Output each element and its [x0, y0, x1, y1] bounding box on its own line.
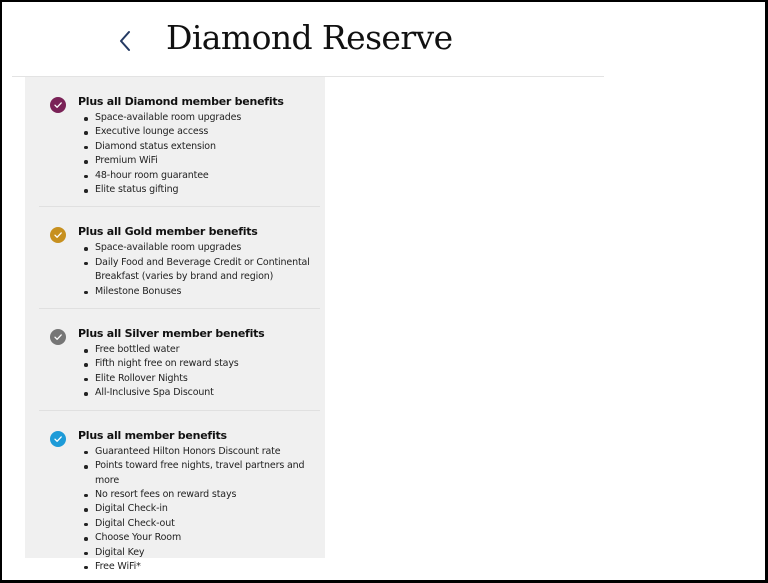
benefit-list: [80, 111, 320, 197]
benefit-item: No resort fees on reward stays: [80, 488, 320, 502]
benefit-item: Space-available room upgrades: [80, 111, 320, 125]
benefits-panel: [25, 77, 325, 572]
section-title: Plus all Diamond member benefits: [78, 95, 284, 108]
benefit-item: All-Inclusive Spa Discount: [80, 386, 320, 400]
benefit-item: Diamond status extension: [80, 140, 320, 154]
benefit-section: [39, 207, 320, 309]
benefit-item: Digital Check-out: [80, 517, 320, 531]
check-circle-icon: [50, 431, 66, 447]
section-title: Plus all member benefits: [78, 428, 227, 442]
benefit-item: Elite Rollover Nights: [80, 372, 320, 386]
benefit-item: Elite status gifting: [80, 183, 320, 197]
benefit-section: [39, 77, 320, 207]
check-circle-icon: [50, 97, 66, 113]
benefit-item: Free bottled water: [80, 343, 320, 357]
benefit-item: Digital Check-in: [80, 502, 320, 516]
benefit-list: [80, 343, 320, 401]
benefit-item: Premium WiFi: [80, 154, 320, 168]
chevron-left-icon: [118, 30, 132, 52]
benefit-item: Executive lounge access: [80, 125, 320, 139]
section-title: Plus all Silver member benefits: [78, 327, 265, 341]
benefit-section: [39, 411, 320, 583]
benefit-item: Daily Food and Beverage Credit or Continental Breakfast (varies by brand and region): [80, 256, 320, 285]
benefit-item: Choose Your Room: [80, 531, 320, 545]
benefit-item: Space-available room upgrades: [80, 241, 320, 255]
benefit-list: [80, 241, 320, 299]
benefit-section: [39, 309, 320, 411]
benefit-list: [80, 445, 320, 575]
benefit-item: Fifth night free on reward stays: [80, 357, 320, 371]
benefit-item: Milestone Bonuses: [80, 285, 320, 299]
benefit-item: Free WiFi*: [80, 560, 320, 574]
section-title: Plus all Gold member benefits: [78, 225, 258, 239]
benefit-item: Points toward free nights, travel partners and more: [80, 459, 320, 488]
page-header: [12, 0, 604, 77]
check-circle-icon: [50, 329, 66, 345]
check-circle-icon: [50, 227, 66, 243]
benefit-item: Guaranteed Hilton Honors Discount rate: [80, 445, 320, 459]
benefit-item: 48-hour room guarantee: [80, 169, 320, 183]
page-title: Diamond Reserve: [166, 18, 453, 57]
benefit-item: Digital Key: [80, 546, 320, 560]
back-button[interactable]: [112, 28, 138, 54]
